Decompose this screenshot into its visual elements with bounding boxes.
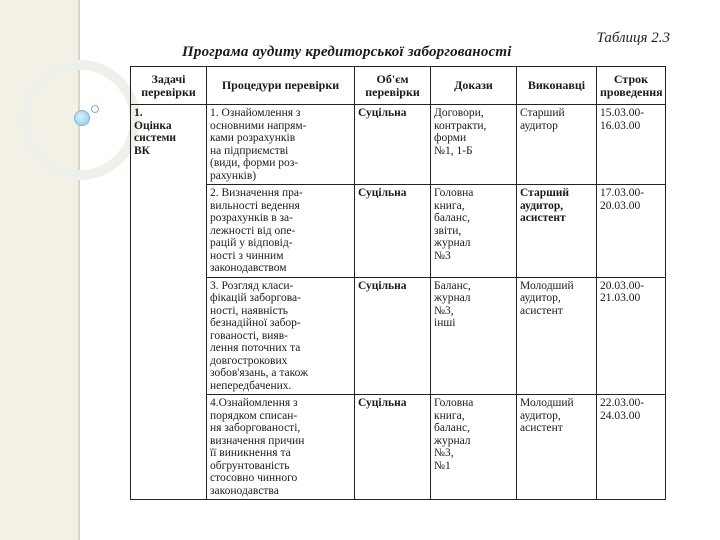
- scope-cell: Суцільна: [355, 185, 431, 278]
- procedure-cell: 4.Ознайомлення з порядком списан- ня заборгованості, визначення причин її виникнення та обгрунтованість стосовно чинного законодавства: [207, 395, 355, 500]
- scope-cell: Суцільна: [355, 277, 431, 395]
- header-term: Строк проведення: [597, 67, 666, 105]
- header-executors: Виконавці: [517, 67, 597, 105]
- table-row: [131, 277, 666, 395]
- evidence-cell: Головна книга, баланс, журнал №3, №1: [431, 395, 517, 500]
- evidence-cell: Договори, контракти, форми №1, 1-Б: [431, 105, 517, 185]
- header-tasks: Задачі перевірки: [131, 67, 207, 105]
- executor-cell: Молодший аудитор, асистент: [517, 395, 597, 500]
- term-cell: 15.03.00- 16.03.00: [597, 105, 666, 185]
- table-row: [131, 105, 666, 185]
- evidence-cell: Баланс, журнал №3, інші: [431, 277, 517, 395]
- evidence-cell: Головна книга, баланс, звіти, журнал №3: [431, 185, 517, 278]
- table-header-row: [131, 67, 666, 105]
- header-scope: Об'єм перевірки: [355, 67, 431, 105]
- table-row: [131, 395, 666, 500]
- small-ring-icon: [91, 105, 99, 113]
- executor-cell: Старший аудитор, асистент: [517, 185, 597, 278]
- term-cell: 22.03.00- 24.03.00: [597, 395, 666, 500]
- executor-cell: Старший аудитор: [517, 105, 597, 185]
- header-procedures: Процедури перевірки: [207, 67, 355, 105]
- scope-cell: Суцільна: [355, 105, 431, 185]
- procedure-cell: 1. Ознайомлення з основними напрям- ками розрахунків на підприємстві (види, форми роз- рахунків): [207, 105, 355, 185]
- procedure-cell: 3. Розгляд класи- фікацій заборгова- ності, наявність безнадійної забор- гованості, вияв- лення поточних та довгострокових зобов'язань, а також непередбачених.: [207, 277, 355, 395]
- table-caption: Таблиця 2.3: [596, 30, 670, 46]
- audit-program-table: [130, 66, 666, 500]
- executor-cell: Молодший аудитор, асистент: [517, 277, 597, 395]
- task-cell: 1. Оцінка системи ВК: [131, 105, 207, 500]
- header-evidence: Докази: [431, 67, 517, 105]
- document-title: Програма аудиту кредиторської заборгованості: [182, 44, 512, 60]
- term-cell: 17.03.00- 20.03.00: [597, 185, 666, 278]
- table-row: [131, 185, 666, 278]
- scope-cell: Суцільна: [355, 395, 431, 500]
- bullet-dot-icon: [74, 110, 90, 126]
- term-cell: 20.03.00- 21.03.00: [597, 277, 666, 395]
- procedure-cell: 2. Визначення пра- вильності ведення розрахунків в за- лежності від опе- рацій у відповід- ності з чинним законодавством: [207, 185, 355, 278]
